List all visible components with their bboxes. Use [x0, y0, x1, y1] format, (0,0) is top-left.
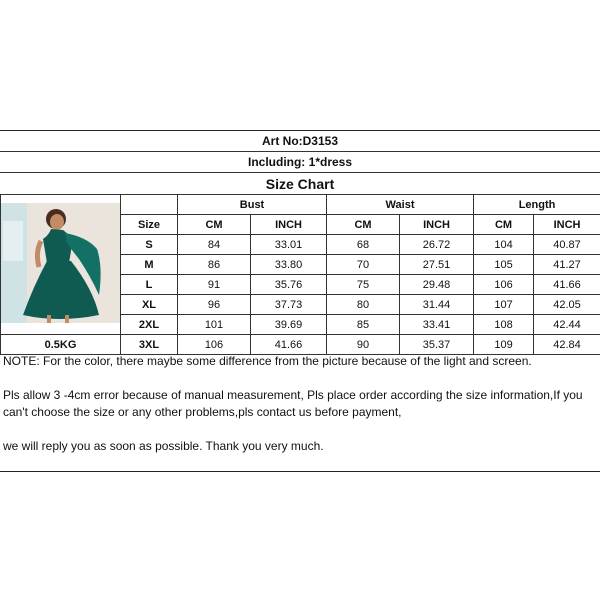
- table-cell: 75: [327, 275, 400, 295]
- table-cell: 91: [178, 275, 251, 295]
- table-cell: 96: [178, 295, 251, 315]
- header-bust-cm: CM: [178, 215, 251, 235]
- size-label: 2XL: [121, 315, 178, 335]
- table-row: [1, 335, 600, 355]
- table-cell: 107: [474, 295, 534, 315]
- size-label: XL: [121, 295, 178, 315]
- table-cell: 86: [178, 255, 251, 275]
- table-cell: 106: [178, 335, 251, 355]
- table-cell: 84: [178, 235, 251, 255]
- table-cell: 37.73: [251, 295, 327, 315]
- size-label: M: [121, 255, 178, 275]
- size-label: 3XL: [121, 335, 178, 355]
- size-label: L: [121, 275, 178, 295]
- table-cell: 33.80: [251, 255, 327, 275]
- header-waist-inch: INCH: [400, 215, 474, 235]
- group-length: Length: [474, 195, 600, 215]
- header-waist-cm: CM: [327, 215, 400, 235]
- table-cell: 26.72: [400, 235, 474, 255]
- table-cell: 106: [474, 275, 534, 295]
- table-cell: 108: [474, 315, 534, 335]
- table-cell: 104: [474, 235, 534, 255]
- table-cell: 42.05: [534, 295, 600, 315]
- table-cell: 109: [474, 335, 534, 355]
- table-cell: 39.69: [251, 315, 327, 335]
- product-image: [1, 195, 121, 335]
- table-cell: 35.76: [251, 275, 327, 295]
- header-bust-inch: INCH: [251, 215, 327, 235]
- note-reply: we will reply you as soon as possible. Thank you very much.: [3, 439, 324, 453]
- size-chart-sheet: [0, 130, 600, 472]
- table-cell: 42.44: [534, 315, 600, 335]
- table-cell: 101: [178, 315, 251, 335]
- header-size: Size: [121, 215, 178, 235]
- table-cell: 33.41: [400, 315, 474, 335]
- size-table: [0, 194, 600, 355]
- table-cell: 41.66: [251, 335, 327, 355]
- header-length-cm: CM: [474, 215, 534, 235]
- size-chart-title: Size Chart: [265, 175, 335, 192]
- table-cell: 68: [327, 235, 400, 255]
- table-cell: 70: [327, 255, 400, 275]
- table-cell: 35.37: [400, 335, 474, 355]
- table-cell: 40.87: [534, 235, 600, 255]
- weight-label: 0.5KG: [1, 335, 121, 355]
- note-measurement: Pls allow 3 -4cm error because of manual measurement, Pls place order according the size information,If you can't choose the size or any other problems,pls contact us before payment,: [3, 388, 583, 419]
- dress-photo-icon: [1, 203, 121, 323]
- notes-block: [3, 353, 597, 455]
- group-waist: Waist: [327, 195, 474, 215]
- header-length-inch: INCH: [534, 215, 600, 235]
- table-cell: 105: [474, 255, 534, 275]
- table-cell: 27.51: [400, 255, 474, 275]
- art-number: Art No:D3153: [0, 131, 600, 152]
- table-cell: 85: [327, 315, 400, 335]
- table-cell: 41.66: [534, 275, 600, 295]
- size-label: S: [121, 235, 178, 255]
- table-cell: 29.48: [400, 275, 474, 295]
- including-line: Including: 1*dress: [0, 152, 600, 173]
- table-cell: 42.84: [534, 335, 600, 355]
- table-cell: 31.44: [400, 295, 474, 315]
- table-cell: 90: [327, 335, 400, 355]
- table-cell: 41.27: [534, 255, 600, 275]
- table-cell: 80: [327, 295, 400, 315]
- note-color: NOTE: For the color, there maybe some difference from the picture because of the light and screen.: [3, 354, 532, 368]
- group-bust: Bust: [178, 195, 327, 215]
- table-cell: 33.01: [251, 235, 327, 255]
